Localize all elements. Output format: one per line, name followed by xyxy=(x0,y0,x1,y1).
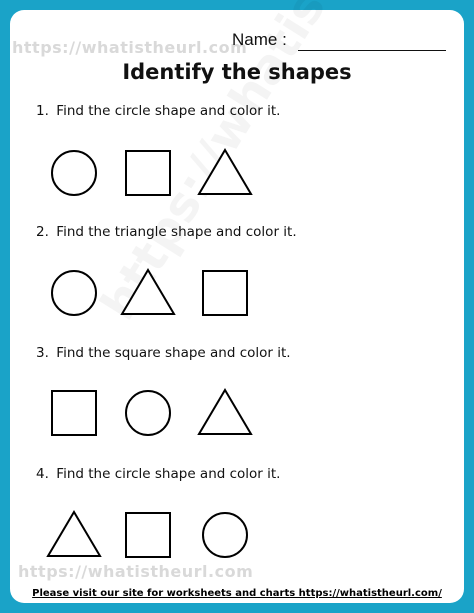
question-number: 3. xyxy=(36,345,49,361)
watermark-bottom: https://whatistheurl.com xyxy=(18,562,254,581)
shape-circle[interactable] xyxy=(52,151,96,195)
name-label: Name : xyxy=(232,30,287,49)
question-text: Find the square shape and color it. xyxy=(56,345,291,361)
shape-triangle[interactable] xyxy=(122,270,174,314)
question-text: Find the circle shape and color it. xyxy=(56,466,281,482)
shape-square[interactable] xyxy=(126,151,170,195)
question-text: Find the triangle shape and color it. xyxy=(56,224,297,240)
shape-triangle[interactable] xyxy=(199,390,251,434)
question-number: 2. xyxy=(36,224,49,240)
shape-square[interactable] xyxy=(52,391,96,435)
shape-circle[interactable] xyxy=(52,271,96,315)
shape-triangle[interactable] xyxy=(48,512,100,556)
shape-circle[interactable] xyxy=(203,513,247,557)
shape-square[interactable] xyxy=(126,513,170,557)
question-text: Find the circle shape and color it. xyxy=(56,103,281,119)
footer-link[interactable]: Please visit our site for worksheets and charts https://whatistheurl.com/ xyxy=(32,588,442,599)
watermark-top: https://whatistheurl.com xyxy=(12,38,248,57)
shape-square[interactable] xyxy=(203,271,247,315)
page-title: Identify the shapes xyxy=(122,60,352,84)
question-number: 4. xyxy=(36,466,49,482)
shape-circle[interactable] xyxy=(126,391,170,435)
question-number: 1. xyxy=(36,103,49,119)
shape-triangle[interactable] xyxy=(199,150,251,194)
